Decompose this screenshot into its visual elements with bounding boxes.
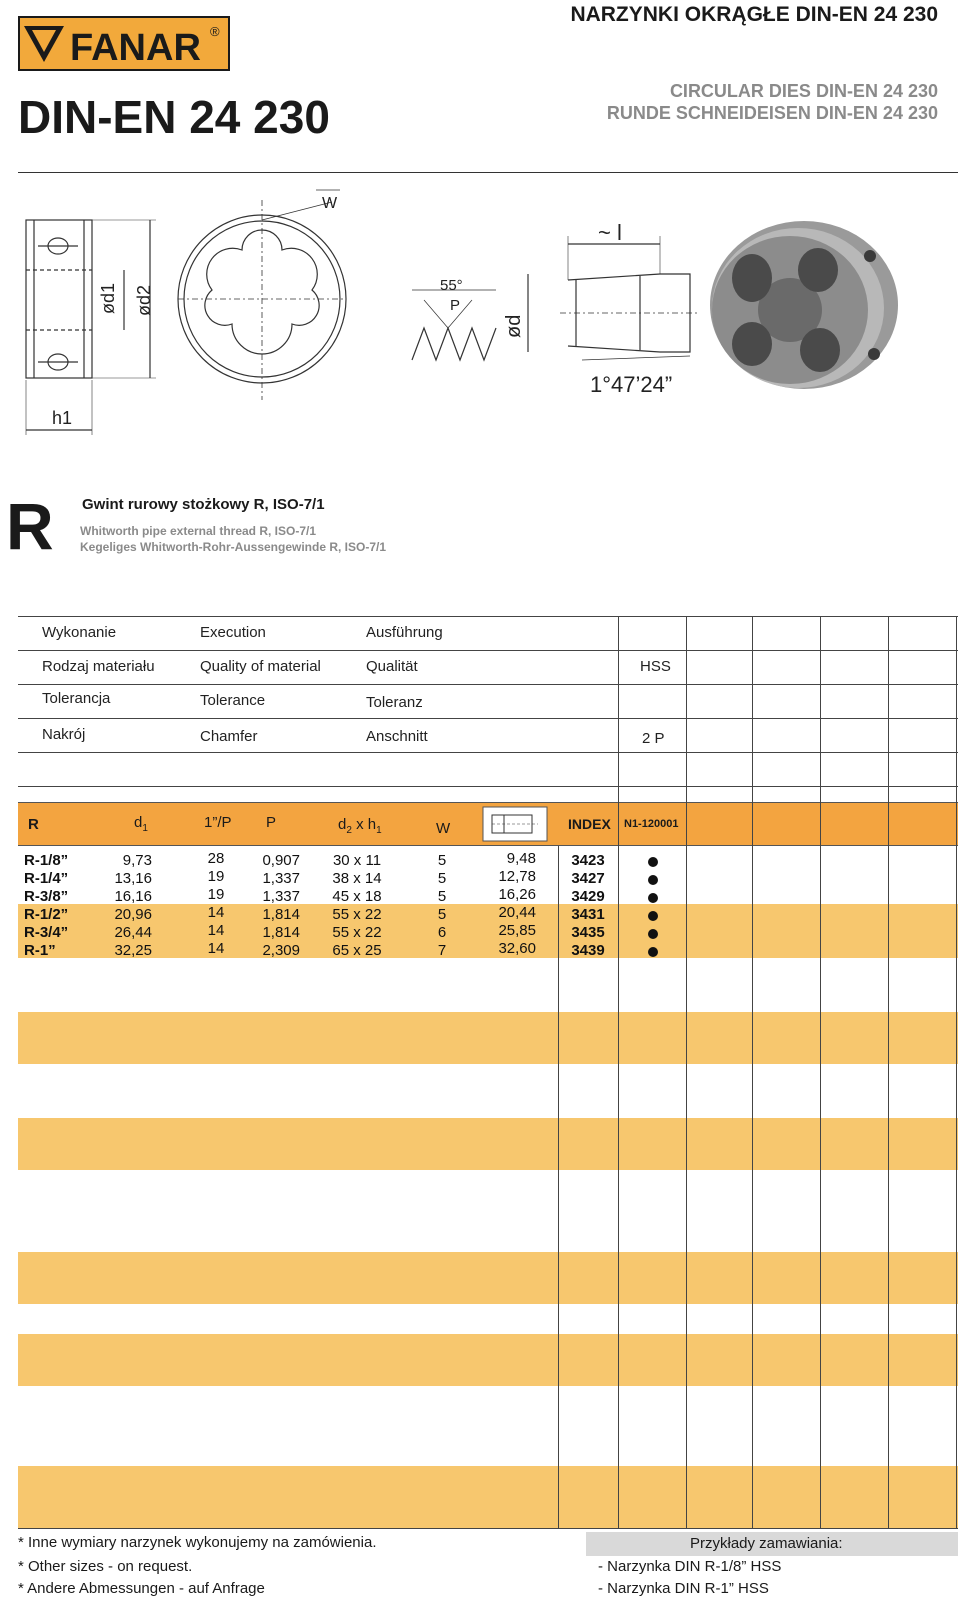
cell-index: 3429 xyxy=(571,888,605,905)
availability-dot xyxy=(648,893,658,903)
logo-text: FANAR xyxy=(70,27,201,69)
thread-name-german: Kegeliges Whitworth-Rohr-Aussengewinde R, ISO-7/1 xyxy=(80,540,387,554)
label-angle: 55° xyxy=(440,277,463,294)
header-pitch: P xyxy=(266,814,277,831)
spec-label-pl: Wykonanie xyxy=(42,624,117,641)
availability-dot xyxy=(648,875,658,885)
cell-size: R-1/4” xyxy=(24,870,69,887)
cell-d2-h1: 45 x 18 xyxy=(332,888,382,905)
cell-w: 5 xyxy=(437,906,447,923)
thread-code: R xyxy=(6,489,54,563)
cell-tpi: 14 xyxy=(207,940,225,957)
cell-gauge-diameter: 25,85 xyxy=(498,922,536,939)
cell-pitch: 0,907 xyxy=(262,852,300,869)
spec-label-en: Execution xyxy=(200,624,266,641)
spec-label-en: Chamfer xyxy=(200,728,258,745)
column-divider xyxy=(820,616,821,1528)
cell-index: 3427 xyxy=(571,870,605,887)
thread-name-polish: Gwint rurowy stożkowy R, ISO-7/1 xyxy=(82,496,325,513)
availability-dot xyxy=(648,911,658,921)
cell-d2-h1: 38 x 14 xyxy=(332,870,382,887)
label-d1: ød1 xyxy=(98,282,118,314)
availability-dot xyxy=(648,947,658,957)
cell-size: R-1” xyxy=(24,942,56,959)
brand-logo xyxy=(18,16,230,71)
cell-pitch: 1,337 xyxy=(262,870,300,887)
spec-label-pl: Rodzaj materiału xyxy=(42,658,155,675)
registered-mark: ® xyxy=(210,24,220,39)
order-example-1: - Narzynka DIN R-1/8” HSS xyxy=(598,1558,782,1575)
order-examples-title: Przykłady zamawiania: xyxy=(690,1535,843,1552)
cell-d1: 32,25 xyxy=(114,942,152,959)
cell-w: 5 xyxy=(437,852,447,869)
cell-w: 5 xyxy=(437,870,447,887)
column-divider xyxy=(956,616,957,1528)
cell-pitch: 1,814 xyxy=(262,924,300,941)
header-w: W xyxy=(436,820,451,837)
cell-pitch: 1,337 xyxy=(262,888,300,905)
row-band xyxy=(18,1118,958,1170)
cell-gauge-diameter: 9,48 xyxy=(506,850,536,867)
column-divider xyxy=(558,846,559,1528)
row-band xyxy=(18,1012,958,1064)
column-divider xyxy=(618,616,619,1528)
header-tpi: 1”/P xyxy=(204,814,232,831)
cell-gauge-diameter: 32,60 xyxy=(498,940,536,957)
note-german: * Andere Abmessungen - auf Anfrage xyxy=(18,1580,265,1597)
cell-size: R-3/4” xyxy=(24,924,69,941)
cell-tpi: 28 xyxy=(207,850,225,867)
spec-label-en: Tolerance xyxy=(200,692,266,709)
column-divider xyxy=(686,616,687,1528)
note-english: * Other sizes - on request. xyxy=(18,1558,193,1575)
cell-d1: 13,16 xyxy=(114,870,152,887)
availability-dot xyxy=(648,929,658,939)
title-german: RUNDE SCHNEIDEISEN DIN-EN 24 230 xyxy=(606,103,938,123)
fanar-logo-icon xyxy=(20,18,228,69)
spec-label-pl: Tolerancja xyxy=(42,690,111,707)
label-length: ~ l xyxy=(598,220,622,245)
header-index: INDEX xyxy=(568,816,611,832)
order-example-2: - Narzynka DIN R-1” HSS xyxy=(598,1580,769,1597)
technical-drawing xyxy=(0,180,960,460)
cell-gauge-diameter: 20,44 xyxy=(498,904,536,921)
cell-size: R-1/8” xyxy=(24,852,69,869)
note-polish: * Inne wymiary narzynek wykonujemy na zamówienia. xyxy=(18,1534,377,1551)
cell-d2-h1: 65 x 25 xyxy=(332,942,382,959)
cell-d2-h1: 55 x 22 xyxy=(332,924,382,941)
spec-label-de: Qualität xyxy=(366,658,418,675)
label-d: ød xyxy=(503,314,525,338)
header-r: R xyxy=(28,816,39,833)
header-d1: $d_1$ xyxy=(134,814,148,834)
title-english: CIRCULAR DIES DIN-EN 24 230 xyxy=(669,81,938,101)
cell-tpi: 19 xyxy=(207,868,225,885)
spec-label-en: Quality of material xyxy=(200,658,321,675)
cell-d1: 9,73 xyxy=(122,852,152,869)
availability-dot xyxy=(648,857,658,867)
cell-tpi: 19 xyxy=(207,886,225,903)
cell-index: 3435 xyxy=(571,924,605,941)
label-taper: 1°47’24” xyxy=(590,372,673,397)
label-d2: ød2 xyxy=(134,284,154,316)
cell-size: R-3/8” xyxy=(24,888,69,905)
cell-w: 7 xyxy=(437,942,447,959)
spec-label-pl: Nakrój xyxy=(42,726,86,743)
spec-value-material: HSS xyxy=(640,658,671,675)
spec-label-de: Ausführung xyxy=(366,624,443,641)
standard-title: DIN-EN 24 230 xyxy=(18,91,330,143)
spec-value-chamfer: 2 P xyxy=(642,730,665,747)
spec-label-de: Toleranz xyxy=(366,694,423,711)
cell-w: 5 xyxy=(437,888,447,905)
cell-gauge-diameter: 12,78 xyxy=(498,868,536,885)
cell-d1: 26,44 xyxy=(114,924,152,941)
column-divider xyxy=(888,616,889,1528)
footer-divider xyxy=(18,1528,958,1529)
cell-pitch: 2,309 xyxy=(262,942,300,959)
cell-w: 6 xyxy=(437,924,447,941)
row-band xyxy=(18,1252,958,1304)
thread-name-english: Whitworth pipe external thread R, ISO-7/1 xyxy=(80,524,317,538)
cell-d2-h1: 30 x 11 xyxy=(332,852,382,869)
cell-index: 3439 xyxy=(571,942,605,959)
column-divider xyxy=(752,616,753,1528)
page-title: NARZYNKI OKRĄGŁE DIN-EN 24 230 xyxy=(570,3,938,26)
header-divider xyxy=(18,172,958,173)
cell-d1: 20,96 xyxy=(114,906,152,923)
label-w: W xyxy=(322,195,338,212)
row-band xyxy=(18,1334,958,1386)
cell-tpi: 14 xyxy=(207,904,225,921)
gauge-icon xyxy=(482,806,548,842)
header-n1: N1-120001 xyxy=(624,818,679,830)
header-d2-h1: $d_2$ x $h_1$ xyxy=(338,816,382,836)
die-photo xyxy=(710,221,898,389)
cell-gauge-diameter: 16,26 xyxy=(498,886,536,903)
cell-index: 3423 xyxy=(571,852,605,869)
cell-size: R-1/2” xyxy=(24,906,69,923)
cell-d2-h1: 55 x 22 xyxy=(332,906,382,923)
cell-d1: 16,16 xyxy=(114,888,152,905)
cell-index: 3431 xyxy=(571,906,605,923)
row-band xyxy=(18,1466,958,1528)
spec-label-de: Anschnitt xyxy=(366,728,428,745)
label-h1: h1 xyxy=(52,408,73,428)
cell-pitch: 1,814 xyxy=(262,906,300,923)
label-pitch: P xyxy=(450,297,461,314)
cell-tpi: 14 xyxy=(207,922,225,939)
